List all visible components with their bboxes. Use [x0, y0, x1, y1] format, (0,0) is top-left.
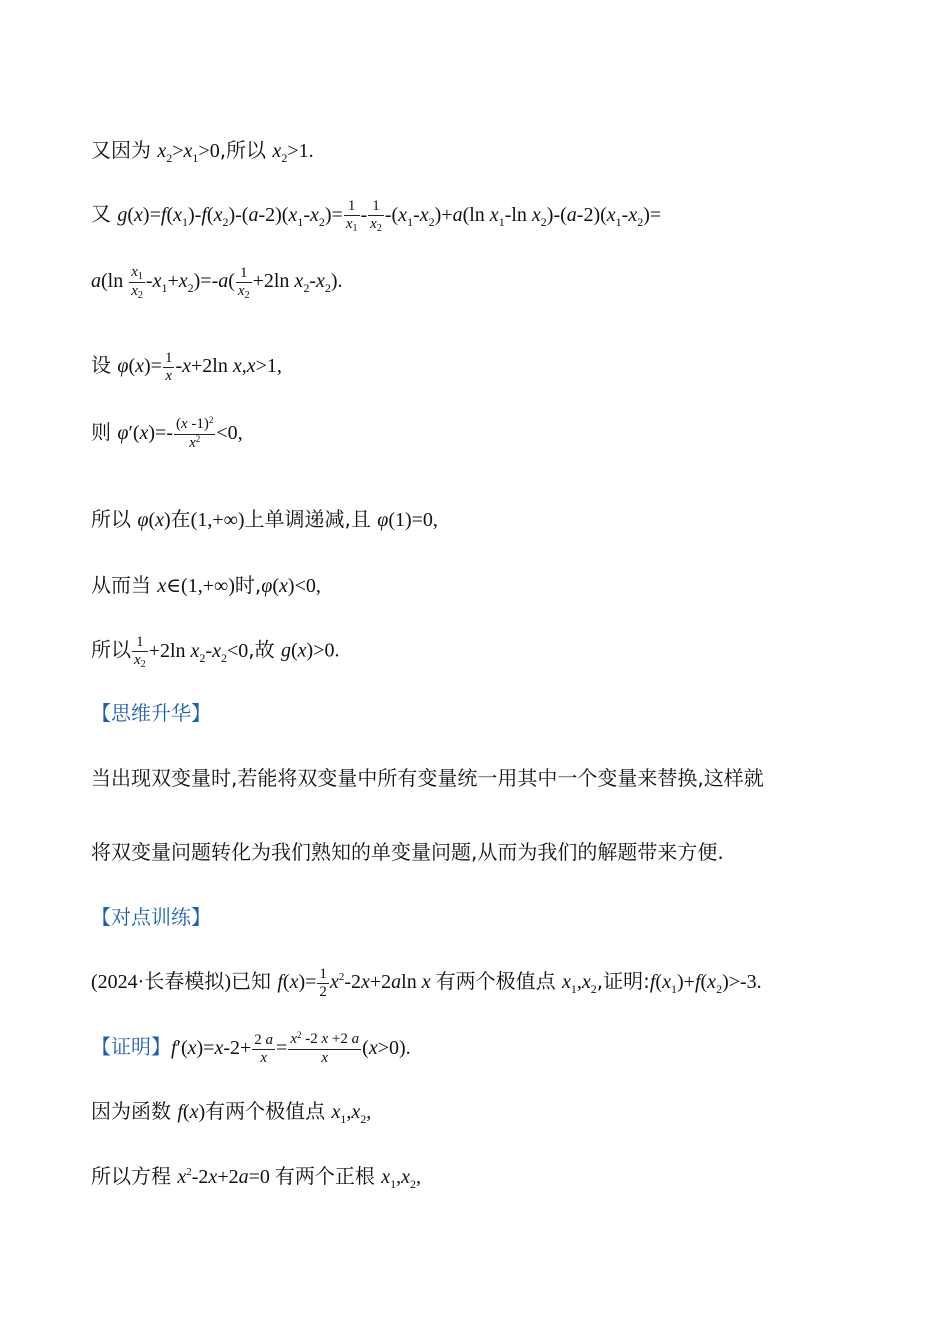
text-line-6: 所以 φ(x)在(1,+∞)上单调递减,且 φ(1)=0,: [91, 507, 438, 531]
proof-line: 【证明】f′(x)=x-2+ $\frac{2 a}{x}$ = $\frac{x^2 -2 x +2 a}{x}$ (x>0).: [91, 1030, 411, 1066]
heading-zhengming: 【证明】: [91, 1034, 171, 1059]
text-line-5: 则 φ′(x)=- $\frac{(x -1)^2}{x^2}$ <0,: [91, 415, 243, 451]
line16-prefix: 所以方程: [91, 1164, 178, 1188]
text-line-1: 又因为 $x_2>x_1>0$,所以 $x_2>1$.: [91, 138, 314, 165]
text-line-4: 设 φ(x)= $\frac{1}{x}$ -x+2ln x,x>1,: [91, 350, 282, 384]
text-line-16: 所以方程 $x^2-2x+2a=0$ 有两个正根 $x_1,x_2$,: [91, 1164, 422, 1191]
summary-line-1: 当出现双变量时,若能将双变量中所有变量统一用其中一个变量来替换,这样就: [91, 766, 764, 790]
text-line-8: 所以 $\frac{1}{x_2}$ +2ln $x_2-x_2<0$,故 g(x)>0.: [91, 634, 340, 670]
line6-mid1: 在: [170, 507, 191, 531]
line15-mid1: 有两个极值点: [205, 1099, 332, 1123]
line5-prefix: 则: [91, 420, 118, 445]
problem-line: (2024·长春模拟)已知 f(x)= $\frac{1}{2}$ $x^2-2x+2aln$ x 有两个极值点 $x_1,x_2$,证明$:f(x_1)+f(x_2)>-3$.: [91, 966, 762, 1000]
line1-rest: ,所以: [219, 138, 273, 162]
line15-prefix: 因为函数: [91, 1099, 178, 1123]
line13-mid2: ,证明:: [596, 969, 650, 994]
line7-mid1: 时,: [234, 573, 262, 597]
line8-prefix: 所以: [91, 637, 131, 662]
line8-mid1: ,故: [248, 637, 281, 662]
text-line-7: 从而当 x∈(1,+∞)时,φ(x)<0,: [91, 573, 321, 597]
line13-prefix: 已知: [230, 969, 278, 994]
text-line-3: a(ln $\frac{x_1}{x_2}$ $-x_1+x_2)=-a$( $\frac{1}{x_2}$ +2ln $x_2-x_2$).: [91, 264, 343, 301]
heading-duidian-xunlian: 【对点训练】: [91, 905, 211, 929]
text-line-2: 又 $g(x)=f(x_1)-f(x_2)-(a-2)(x_1-x_2)=$ $\frac{1}{x_1}$ - $\frac{1}{x_2}$ $-(x_1-x_2)+a(\ln$ $x_1-\ln$ $x_2)-(a-2)(x_1-x_2)=$: [91, 198, 662, 234]
line6-prefix: 所以: [91, 507, 138, 531]
line2-prefix: 又: [91, 201, 118, 226]
heading-sisi-shenghua: 【思维升华】: [91, 701, 211, 725]
summary-line-2: 将双变量问题转化为我们熟知的单变量问题,从而为我们的解题带来方便.: [91, 840, 724, 864]
line13-mid1: 有两个极值点: [435, 969, 562, 994]
problem-source: (2024·长春模拟): [91, 971, 231, 994]
line16-mid1: 有两个正根: [274, 1164, 382, 1188]
line1-prefix: 又因为: [91, 138, 158, 162]
line4-prefix: 设: [91, 353, 118, 378]
line6-mid2: 上单调递减,且: [244, 507, 378, 531]
text-line-15: 因为函数 f(x)有两个极值点 $x_1,x_2$,: [91, 1099, 372, 1126]
line7-prefix: 从而当: [91, 573, 158, 597]
